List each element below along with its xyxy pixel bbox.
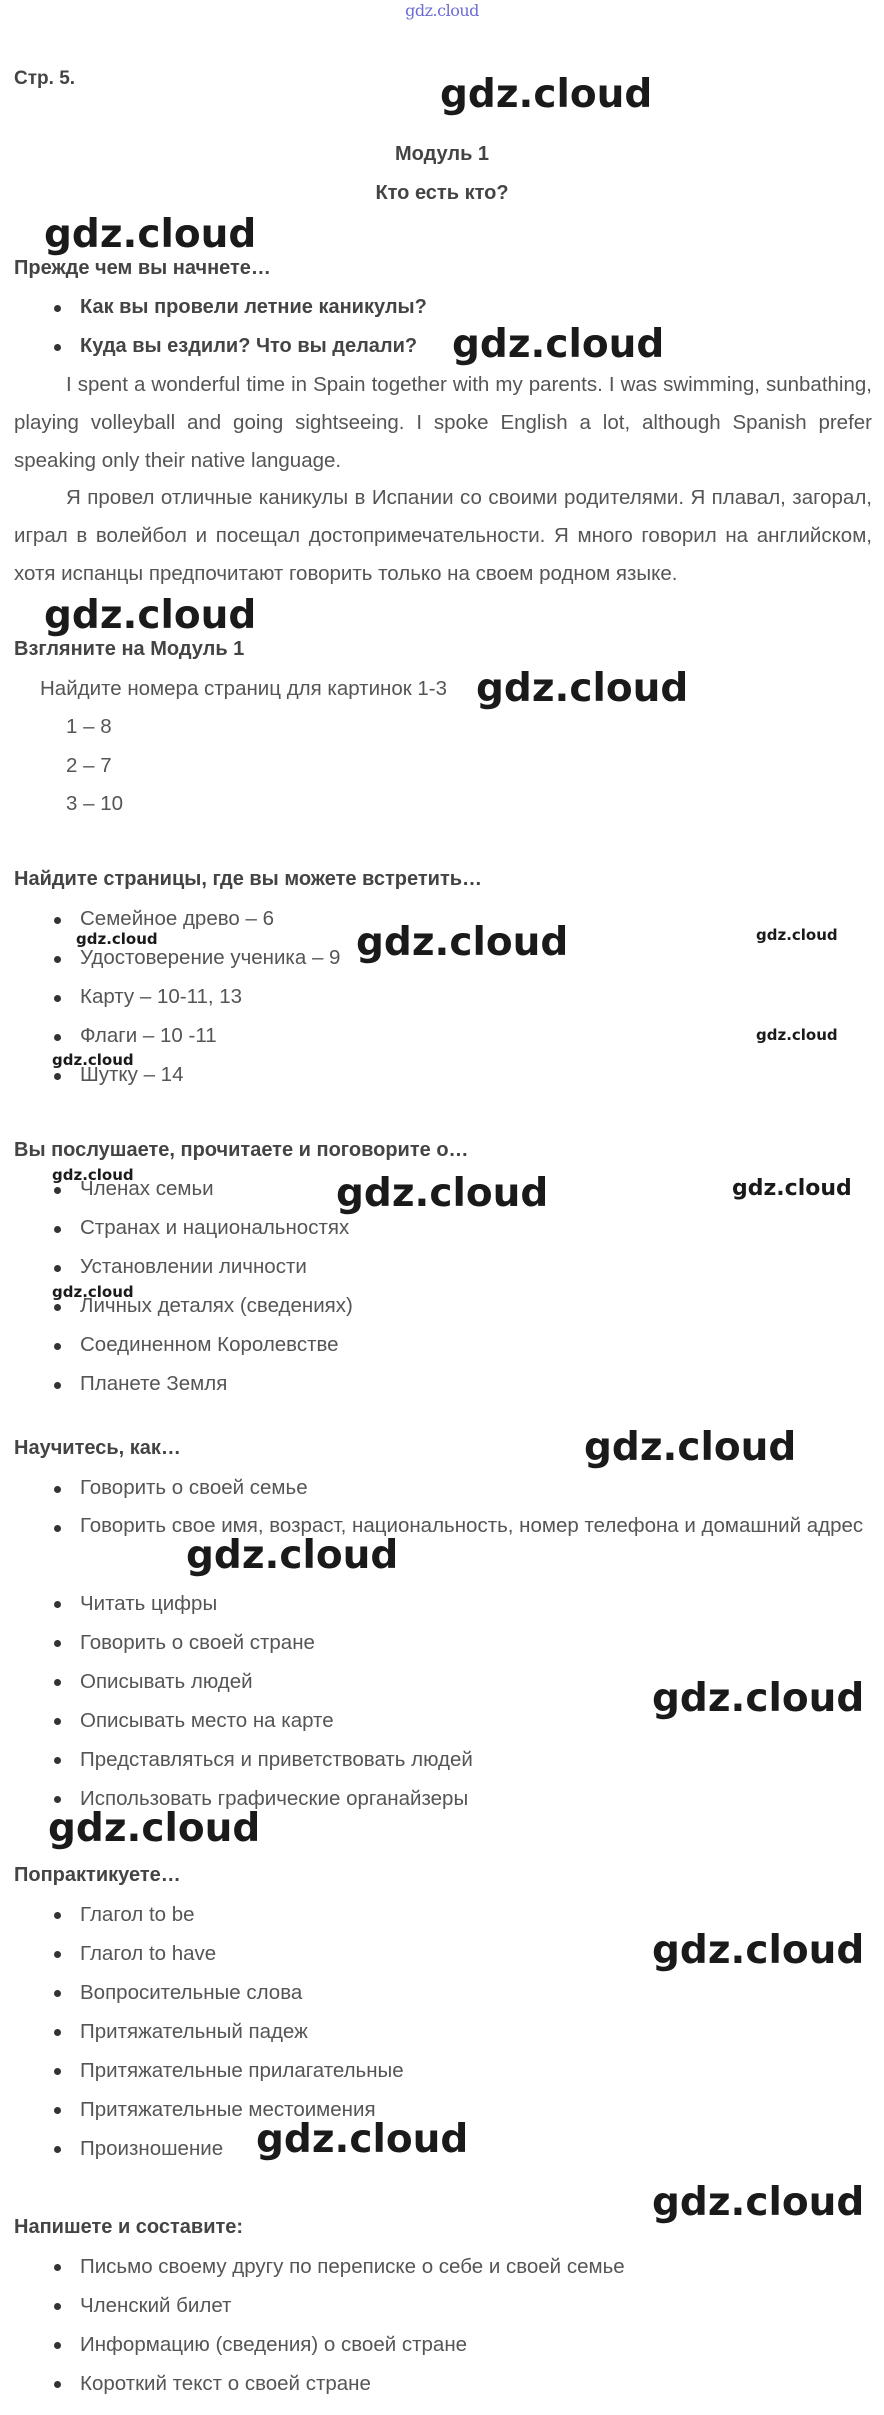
list-item: Использовать графические органайзеры: [80, 1787, 469, 1810]
bullet: [54, 1073, 61, 1080]
list-item: Притяжательные прилагательные: [80, 2059, 404, 2082]
listen-heading: Вы послушаете, прочитаете и поговорите о…: [14, 1139, 469, 1161]
bullet: [54, 2029, 61, 2036]
list-item: Планете Земля: [80, 1372, 228, 1395]
watermark: gdz.cloud: [732, 1176, 852, 1201]
bullet: [54, 1304, 61, 1311]
bullet: [54, 1679, 61, 1686]
bullet: [54, 2342, 61, 2349]
practice-heading: Попрактикуете…: [14, 1864, 181, 1886]
watermark: gdz.cloud: [52, 1051, 134, 1069]
bullet: [54, 1718, 61, 1725]
list-item: Глагол to be: [80, 1903, 195, 1926]
list-item: Представляться и приветствовать людей: [80, 1748, 473, 1771]
list-item: Описывать людей: [80, 1670, 253, 1693]
bullet: [54, 305, 61, 312]
list-item: Членский билет: [80, 2294, 232, 2317]
watermark: gdz.cloud: [44, 593, 257, 638]
list-item: Членах семьи: [80, 1177, 214, 1200]
module-subtitle: Кто есть кто?: [375, 182, 509, 204]
bullet: [54, 1951, 61, 1958]
bullet: [54, 2107, 61, 2114]
list-item: Соединенном Королевстве: [80, 1333, 339, 1356]
bullet: [54, 1640, 61, 1647]
watermark: gdz.cloud: [440, 72, 653, 117]
list-item: Удостоверение ученика – 9: [80, 946, 341, 969]
bullet: [54, 956, 61, 963]
list-item: Говорить свое имя, возраст, национальность, номер телефона и домашний адрес: [80, 1514, 864, 1537]
watermark: gdz.cloud: [756, 1026, 838, 1044]
list-item: Короткий текст о своей стране: [80, 2372, 371, 2395]
list-item: Вопросительные слова: [80, 1981, 303, 2004]
watermark: gdz.cloud: [756, 926, 838, 944]
bullet: [54, 1757, 61, 1764]
page-reference: Стр. 5.: [14, 68, 76, 89]
bullet: [54, 1912, 61, 1919]
answer-item: 1 – 8: [66, 715, 112, 738]
bullet: [54, 2264, 61, 2271]
list-item: Странах и национальностях: [80, 1216, 350, 1239]
watermark: gdz.cloud: [76, 930, 158, 948]
list-item: Притяжательные местоимения: [80, 2098, 376, 2121]
bullet: [54, 1990, 61, 1997]
bullet: [54, 344, 61, 351]
watermark: gdz.cloud: [584, 1425, 797, 1470]
module-title: Модуль 1: [394, 143, 490, 165]
bullet: [54, 2303, 61, 2310]
bullet: [54, 1343, 61, 1350]
watermark: gdz.cloud: [652, 1928, 865, 1973]
list-item: Флаги – 10 -11: [80, 1024, 217, 1047]
watermark: gdz.cloud: [256, 2117, 469, 2162]
list-item: Карту – 10-11, 13: [80, 985, 243, 1008]
bullet: [54, 1265, 61, 1272]
watermark: gdz.cloud: [336, 1171, 549, 1216]
list-item: Письмо своему другу по переписке о себе и своей семье: [80, 2255, 625, 2278]
list-item: Читать цифры: [80, 1592, 218, 1615]
answer-item: 2 – 7: [66, 754, 112, 777]
answer-paragraph-russian: Я провел отличные каникулы в Испании со своими родителями. Я плавал, загорал, играл в волейбол и посещал достопримечательности. Я много говорил на английском, хотя испанцы предпочитают говорить только на своем родном языке.: [14, 486, 872, 585]
question-item: Как вы провели летние каникулы?: [80, 296, 427, 318]
watermark: gdz.cloud: [52, 1283, 134, 1301]
bullet: [54, 917, 61, 924]
watermark: gdz.cloud: [652, 2180, 865, 2225]
list-item: Произношение: [80, 2137, 224, 2160]
bullet: [54, 1382, 61, 1389]
list-item: Притяжательный падеж: [80, 2020, 308, 2043]
find-pages-heading: Найдите страницы, где вы можете встретить…: [14, 868, 483, 890]
list-item: Говорить о своей семье: [80, 1476, 308, 1499]
watermark: gdz.cloud: [652, 1676, 865, 1721]
bullet: [54, 1187, 61, 1194]
bullet: [54, 1034, 61, 1041]
watermark: gdz.cloud: [52, 1166, 134, 1184]
before-start-heading: Прежде чем вы начнете…: [14, 257, 271, 279]
watermark: gdz.cloud: [452, 322, 665, 367]
bullet: [54, 995, 61, 1002]
list-item: Шутку – 14: [80, 1063, 184, 1086]
look-module-task: Найдите номера страниц для картинок 1-3: [40, 677, 448, 700]
bullet: [54, 2146, 61, 2153]
watermark: gdz.cloud: [476, 666, 689, 711]
list-item: Установлении личности: [80, 1255, 307, 1278]
watermark: gdz.cloud: [356, 920, 569, 965]
list-item: Глагол to have: [80, 1942, 217, 1965]
bullet: [54, 1226, 61, 1233]
watermark: gdz.cloud: [186, 1533, 399, 1578]
answer-item: 3 – 10: [66, 792, 123, 815]
bullet: [54, 1601, 61, 1608]
bullet: [54, 2381, 61, 2388]
watermark: gdz.cloud: [48, 1806, 261, 1851]
bullet: [54, 1525, 61, 1532]
answer-paragraph-english: I spent a wonderful time in Spain together with my parents. I was swimming, sunbathing, playing volleyball and going sightseeing. I spoke English a lot, although Spanish prefer speaking only their native language.: [14, 373, 872, 472]
top-logo[interactable]: gdz.cloud: [405, 1, 479, 20]
list-item: Говорить о своей стране: [80, 1631, 315, 1654]
write-heading: Напишете и составите:: [14, 2216, 244, 2238]
look-module-heading: Взгляните на Модуль 1: [14, 638, 245, 660]
list-item: Семейное древо – 6: [80, 907, 274, 930]
bullet: [54, 1796, 61, 1803]
bullet: [54, 2068, 61, 2075]
list-item: Личных деталях (сведениях): [80, 1294, 353, 1317]
learn-heading: Научитесь, как…: [14, 1437, 181, 1459]
list-item: Информацию (сведения) о своей стране: [80, 2333, 468, 2356]
list-item: Описывать место на карте: [80, 1709, 334, 1732]
bullet: [54, 1486, 61, 1493]
question-item: Куда вы ездили? Что вы делали?: [80, 335, 418, 357]
watermark: gdz.cloud: [44, 212, 257, 257]
